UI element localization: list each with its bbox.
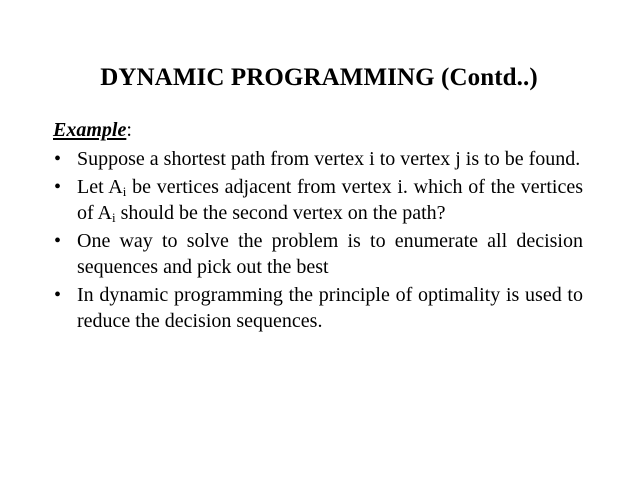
- example-label: Example: [53, 119, 127, 141]
- subscript: i: [112, 210, 116, 225]
- bullet-text: One way to solve the problem is to enumerate all decision sequences and pick out the best: [77, 230, 583, 278]
- slide-title: DYNAMIC PROGRAMMING (Contd..): [100, 64, 538, 91]
- bullet-item: [53, 174, 583, 226]
- example-colon: :: [126, 119, 132, 141]
- bullet-icon: •: [54, 148, 62, 170]
- slide-body: [53, 117, 583, 336]
- bullet-item: [53, 146, 583, 172]
- bullet-icon: •: [54, 230, 62, 252]
- bullet-text-part: should be the second vertex on the path?: [115, 202, 446, 224]
- example-heading: [53, 117, 583, 143]
- bullet-text: Suppose a shortest path from vertex i to vertex j is to be found.: [77, 148, 581, 170]
- subscript: i: [122, 184, 127, 199]
- bullet-text: In dynamic programming the principle of optimality is used to reduce the decision sequences.: [77, 284, 583, 332]
- bullet-text: [77, 176, 583, 224]
- bullet-icon: •: [54, 176, 62, 198]
- bullet-item: [53, 282, 583, 334]
- bullet-item: [53, 228, 583, 280]
- bullet-text-part: be vertices adjacent from vertex i. which of the vertices of A: [77, 176, 583, 224]
- bullet-text-part: Let A: [77, 176, 123, 198]
- bullet-list: [53, 146, 583, 334]
- bullet-icon: •: [54, 284, 62, 306]
